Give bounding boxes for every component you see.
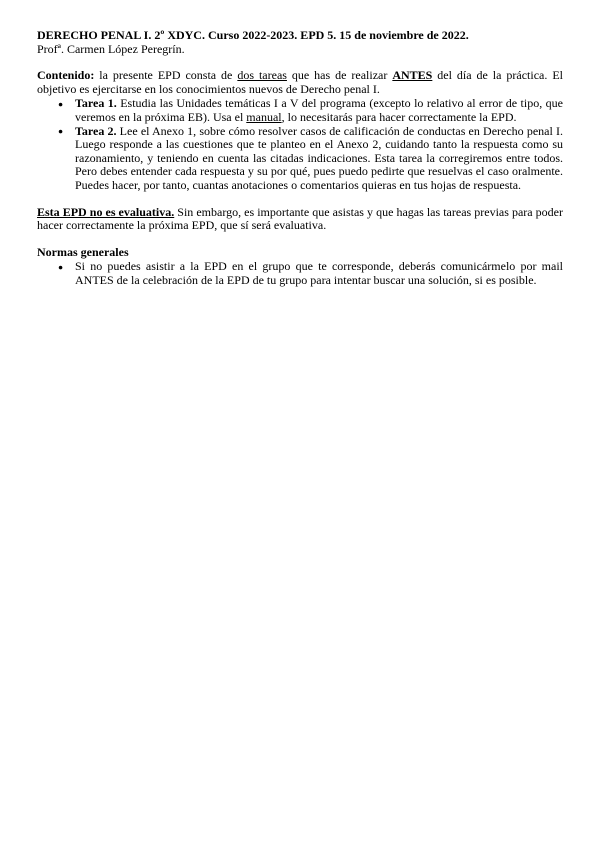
contenido-dos-tareas: dos tareas	[237, 68, 287, 83]
tarea-1-text-2: , lo necesitarás para hacer correctamente la EPD.	[281, 109, 517, 124]
contenido-text-2: que has de realizar	[286, 68, 393, 83]
tarea-2-text-1: Lee el Anexo 1, sobre cómo resolver casos de calificación de conductas en Derecho penal I. Luego responde a las cuestiones que te planteo en el Anexo 2, cuidando tanto la respuesta como su razonamiento, y teniendo en cuenta las citadas indicaciones. Esta tarea la corregiremos entre todos. Pero debes entender cada respuesta y su por qué, pues puedo pedirte que resuelvas el caso oralmente. Puedes hacer, por tanto, cuantas anotaciones o comentarios quieras en tus hojas de respuesta.	[75, 123, 564, 192]
document-title: DERECHO PENAL I. 2º XDYC. Curso 2022-2023. EPD 5. 15 de noviembre de 2022.	[37, 28, 469, 42]
contenido-label: Contenido:	[37, 68, 95, 83]
professor-line: Profª. Carmen López Peregrín.	[37, 41, 185, 56]
tarea-2-item	[37, 125, 563, 193]
evaluativa-text-1: Sin embargo, es importante que asistas y que hagas las tareas previas para poder hacer correctamente la próxima EPD, que sí será evaluativa.	[37, 204, 563, 233]
tasks-list	[37, 97, 563, 192]
contenido-antes: ANTES	[392, 68, 433, 83]
tarea-2-label: Tarea 2.	[75, 123, 117, 138]
contenido-text-3: del día de la práctica. El objetivo es ejercitarse en los conocimientos nuevos de Derecho penal I.	[37, 68, 563, 96]
evaluativa-label: Esta EPD no es evaluativa.	[37, 204, 175, 219]
evaluativa-paragraph	[37, 206, 563, 233]
normas-item-1	[37, 260, 563, 287]
tarea-1-label: Tarea 1.	[75, 96, 117, 111]
normas-heading: Normas generales	[37, 244, 129, 259]
contenido-paragraph	[37, 69, 563, 96]
tarea-1-item	[37, 97, 563, 124]
normas-item-1-text: Si no puedes asistir a la EPD en el grupo que te corresponde, deberás comunicármelo por mail ANTES de la celebración de la EPD de tu grupo para intentar buscar una solución, si es posible.	[75, 259, 563, 287]
normas-list	[37, 260, 563, 287]
contenido-text-1: la presente EPD consta de	[94, 68, 238, 83]
tarea-1-manual: manual	[246, 109, 282, 124]
tarea-1-text-1: Estudia las Unidades temáticas I a V del programa (excepto lo relativo al error de tipo, que veremos en la próxima EB). Usa el	[75, 96, 563, 124]
